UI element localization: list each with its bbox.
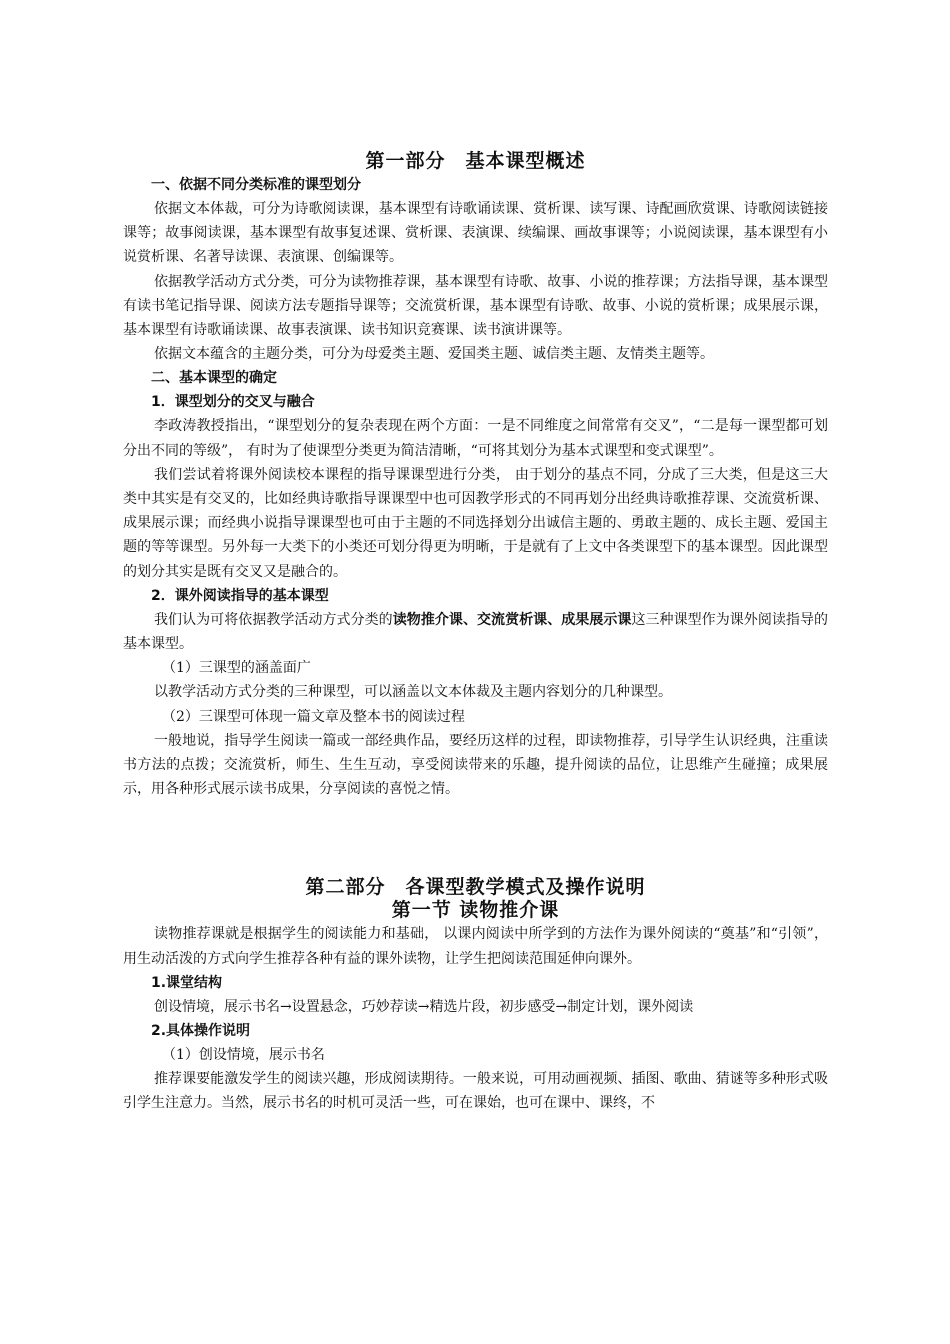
part2-intro-paragraph: 读物推荐课就是根据学生的阅读能力和基础， 以课内阅读中所学到的方法作为课外阅读的“奠基”和“引领”，用生动活泼的方式向学生推荐各种有益的课外读物，让学生把阅读范围延伸向课外。	[123, 926, 828, 967]
part1-title: 第一部分 基本课型概述	[365, 150, 586, 172]
sec1-paragraph-2: 依据教学活动方式分类，可分为读物推荐课，基本课型有诗歌、故事、小说的推荐课；方法指导课，基本课型有读书笔记指导课、阅读方法专题指导课等；交流赏析课，基本课型有诗歌、故事、小说的赏析课；成果展示课，基本课型有诗歌诵读课、故事表演课、读书知识竞赛课、读书演讲课等。	[123, 273, 828, 339]
sec2-2-bold-courses: 读物推介课、交流赏析课、成果展示课	[392, 611, 632, 628]
sec2-1-heading: 1．课型划分的交叉与融合	[151, 394, 315, 411]
part2-section-title: 第一节 读物推介课	[391, 899, 560, 922]
sec2-2-item-1: （1）三课型的涵盖面广	[162, 660, 311, 677]
sec1-paragraph-3: 依据文本蕴含的主题分类，可分为母爱类主题、爱国类主题、诚信类主题、友情类主题等。	[154, 346, 714, 363]
sec1-paragraph-1: 依据文本体裁，可分为诗歌阅读课，基本课型有诗歌诵读课、赏析课、读写课、诗配画欣赏课、诗歌阅读链接课等；故事阅读课，基本课型有故事复述课、赏析课、表演课、续编课、画故事课等；小说阅读课，基本课型有小说赏析课、名著导读课、表演课、创编课等。	[123, 201, 828, 266]
sec1-heading: 一、依据不同分类标准的课型划分	[151, 177, 361, 193]
sec2-2-paragraph-1	[123, 608, 828, 656]
sec2-2-heading: 2．课外阅读指导的基本课型	[151, 587, 329, 604]
document-page	[123, 150, 828, 1116]
sec2-2-item-1-paragraph: 以教学活动方式分类的三种课型，可以涵盖以文本体裁及主题内容划分的几种课型。	[154, 684, 672, 701]
part2-title: 第二部分 各课型教学模式及操作说明	[305, 876, 646, 899]
class-structure-paragraph: 创设情境，展示书名→设置悬念，巧妙荐读→精选片段，初步感受→制定计划，课外阅读	[154, 998, 694, 1015]
operation-item-1-paragraph: 推荐课要能激发学生的阅读兴趣，形成阅读期待。一般来说，可用动画视频、插图、歌曲、猜谜等多种形式吸引学生注意力。当然，展示书名的时机可灵活一些，可在课始，也可在课中、课终，不	[123, 1071, 828, 1112]
sec2-2-text-c: 这三种课型作为课外阅读指导的基本课型。	[123, 611, 829, 653]
sec2-2-text-a: 我们认为可将依据教学活动方式分类的	[154, 611, 393, 628]
operation-heading: 2.具体操作说明	[151, 1023, 251, 1040]
operation-item-1: （1）创设情境，展示书名	[162, 1047, 325, 1064]
sec2-heading: 二、基本课型的确定	[151, 370, 277, 387]
class-structure-heading: 1.课堂结构	[151, 974, 223, 991]
section-spacer	[123, 801, 828, 876]
sec2-1-paragraph-2: 我们尝试着将课外阅读校本课程的指导课课型进行分类， 由于划分的基点不同，分成了三大类，但是这三大类中其实是有交叉的，比如经典诗歌指导课课型中也可因教学形式的不同再划分出经典诗歌推荐课、交流赏析课、成果展示课；而经典小说指导课课型也可由于主题的不同选择划分出诚信主题的、勇敢主题的、成长主题、爱国主题的等等课型。另外每一大类下的小类还可划分得更为明晰，于是就有了上文中各类课型下的基本课型。因此课型的划分其实是既有交叉又是融合的。	[123, 466, 828, 580]
sec2-1-paragraph-1: 李政涛教授指出，“课型划分的复杂表现在两个方面：一是不同维度之间常常有交叉”，“二是每一课型都可划分出不同的等级”， 有时为了使课型分类更为简洁清晰，“可将其划分为基本式课型和变式课型”。	[123, 418, 828, 459]
sec2-2-item-2-paragraph: 一般地说，指导学生阅读一篇或一部经典作品，要经历这样的过程，即读物推荐，引导学生认识经典，注重读书方法的点拨；交流赏析，师生、生生互动，享受阅读带来的乐趣，提升阅读的品位，让思维产生碰撞；成果展示，用各种形式展示读书成果，分享阅读的喜悦之情。	[123, 732, 828, 798]
sec2-2-item-2: （2）三课型可体现一篇文章及整本书的阅读过程	[162, 708, 465, 725]
